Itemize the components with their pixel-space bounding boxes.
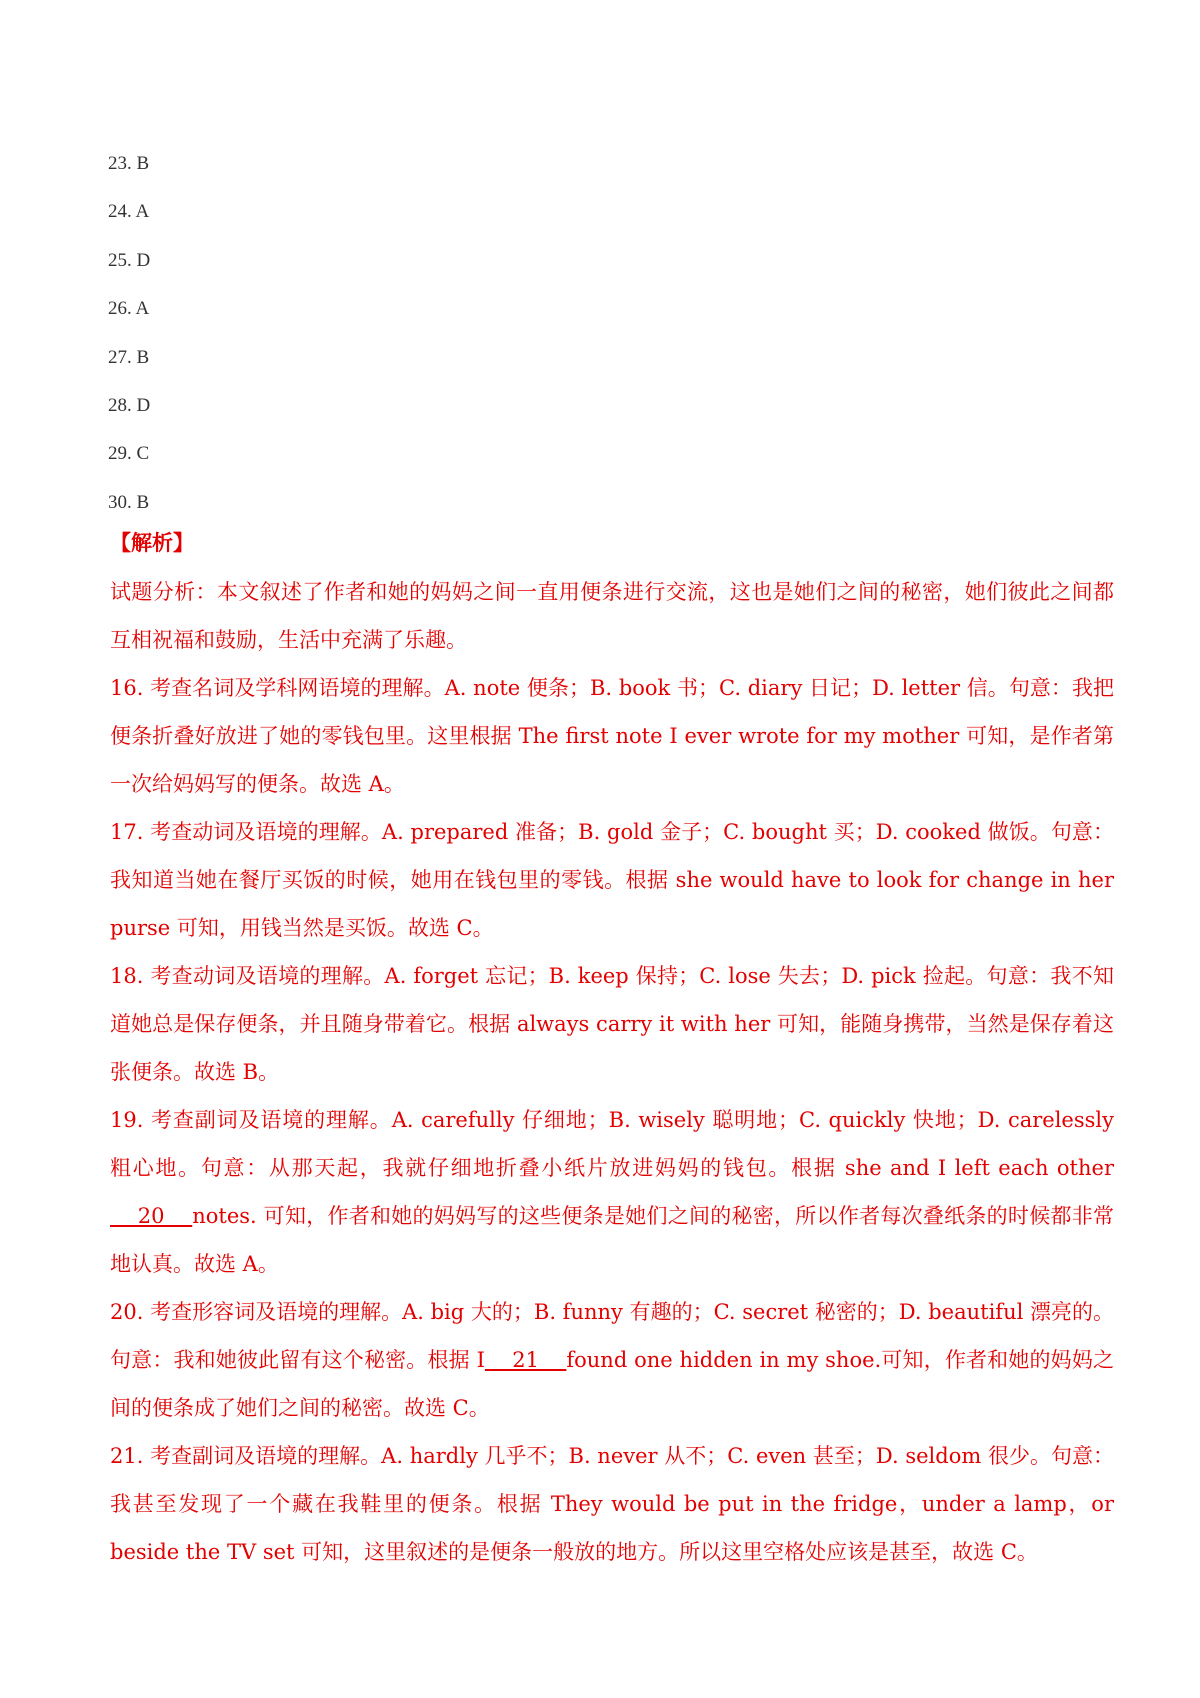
analysis-item-20 xyxy=(110,1288,1114,1432)
answer-27: 27. B xyxy=(108,346,150,368)
answer-list xyxy=(108,152,150,539)
answer-23: 23. B xyxy=(108,153,150,174)
answer-28: 28. D xyxy=(108,394,151,416)
analysis-heading: 【解析】 xyxy=(110,530,194,555)
analysis-item-19 xyxy=(110,1096,1114,1288)
item-19-text-after: notes. 可知，作者和她的妈妈写的这些便条是她们之间的秘密，所以作者每次叠纸条的时候都非常地认真。故选 A。 xyxy=(110,1204,1114,1276)
item-20-text-after: found one hidden in my shoe.可知，作者和她的妈妈之间的便条成了她们之间的秘密。故选 C。 xyxy=(110,1348,1114,1420)
analysis-item-17: 17. 考查动词及语境的理解。A. prepared 准备；B. gold 金子；C. bought 买；D. cooked 做饭。句意：我知道当她在餐厅买饭的时候，她用在钱包里的零钱。根据 she would have to look for change in her purse 可知，用钱当然是买饭。故选 C。 xyxy=(110,820,1114,940)
blank-20: 20 xyxy=(110,1204,193,1228)
analysis-summary: 试题分析：本文叙述了作者和她的妈妈之间一直用便条进行交流，这也是她们之间的秘密，她们彼此之间都互相祝福和鼓励，生活中充满了乐趣。 xyxy=(110,580,1114,652)
item-20-text-before: 20. 考查形容词及语境的理解。A. big 大的；B. funny 有趣的；C. secret 秘密的；D. beautiful 漂亮的。句意：我和她彼此留有这个秘密。根据 I xyxy=(110,1300,1114,1372)
answer-26: 26. A xyxy=(108,298,150,320)
answer-24: 24. A xyxy=(108,201,150,223)
analysis-item-16: 16. 考查名词及学科网语境的理解。A. note 便条；B. book 书；C. diary 日记；D. letter 信。句意：我把便条折叠好放进了她的零钱包里。这里根据 The first note I ever wrote for my mother 可知，是作者第一次给妈妈写的便条。故选 A。 xyxy=(110,676,1114,796)
answer-25: 25. D xyxy=(108,249,151,271)
analysis-item-18: 18. 考查动词及语境的理解。A. forget 忘记；B. keep 保持；C. lose 失去；D. pick 捡起。句意：我不知道她总是保存便条，并且随身带着它。根据 always carry it with her 可知，能随身携带，当然是保存着这张便条。故选 B。 xyxy=(110,964,1114,1084)
answer-30: 30. B xyxy=(108,491,150,513)
item-19-text-before: 19. 考查副词及语境的理解。A. carefully 仔细地；B. wisely 聪明地；C. quickly 快地；D. carelessly 粗心地。句意：从那天起，我就仔细地折叠小纸片放进妈妈的钱包。根据 she and I left each other xyxy=(110,1108,1114,1180)
analysis-section xyxy=(110,524,1114,1576)
answer-29: 29. C xyxy=(108,443,150,465)
blank-21: 21 xyxy=(484,1348,567,1372)
analysis-item-21: 21. 考查副词及语境的理解。A. hardly 几乎不；B. never 从不；C. even 甚至；D. seldom 很少。句意：我甚至发现了一个藏在我鞋里的便条。根据 They would be put in the fridge，under a lamp，or beside the TV set 可知，这里叙述的是便条一般放的地方。所以这里空格处应该是甚至，故选 C。 xyxy=(110,1444,1114,1564)
